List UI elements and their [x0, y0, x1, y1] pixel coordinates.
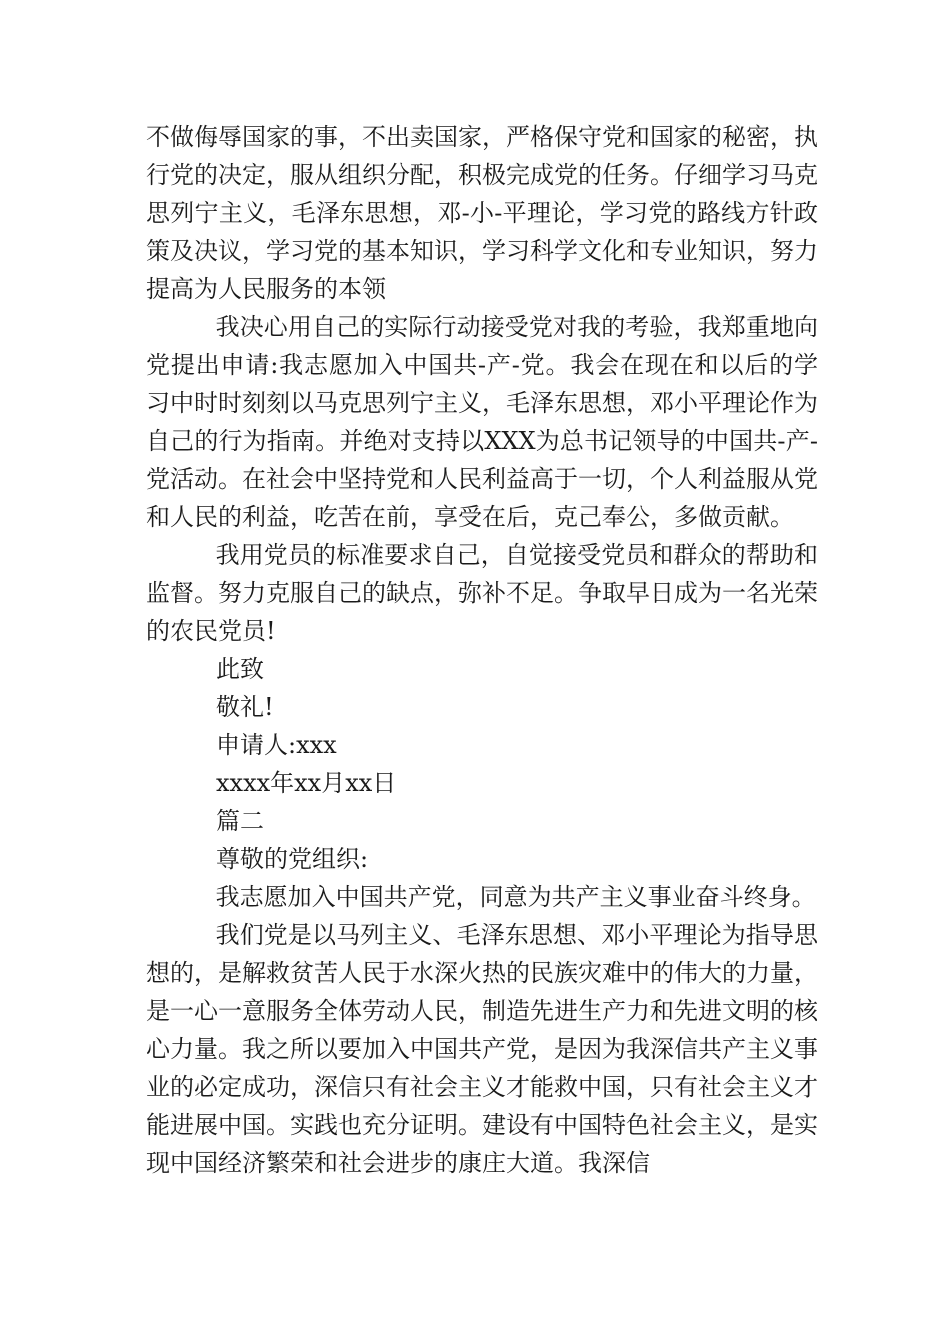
paragraph-application-statement: 我决心用自己的实际行动接受党对我的考验，我郑重地向党提出申请:我志愿加入中国共-产-党。我会在现在和以后的学习中时时刻刻以马克思列宁主义，毛泽东思想，邓小平理论作为自己的行为指南。并绝对支持以XXX为总书记领导的中国共-产-党活动。在社会中坚持党和人民利益高于一切，个人利益服从党和人民的利益，吃苦在前，享受在后，克己奉公，多做贡献。 [146, 313, 818, 531]
paragraph-party-guidance: 我们党是以马列主义、毛泽东思想、邓小平理论为指导思想的，是解救贫苦人民于水深火热的民族灾难中的伟大的力量，是一心一意服务全体劳动人民，制造先进生产力和先进文明的核心力量。我之所以要加入中国共产党，是因为我深信共产主义事业的必定成功，深信只有社会主义才能救中国，只有社会主义才能进展中国。实践也充分证明。建设有中国特色社会主义，是实现中国经济繁荣和社会进步的康庄大道。我深信 [146, 921, 818, 1177]
paragraph-oath-duties: 不做侮辱国家的事，不出卖国家，严格保守党和国家的秘密，执行党的决定，服从组织分配，积极完成党的任务。仔细学习马克思列宁主义，毛泽东思想，邓-小-平理论，学习党的路线方针政策及决议，学习党的基本知识，学习科学文化和专业知识，努力提高为人民服务的本领 [146, 123, 818, 303]
document-body [146, 118, 818, 1182]
applicant-signature: 申请人:xxx [216, 731, 337, 759]
application-date: xxxx年xx月xx日 [216, 769, 397, 797]
addressee: 尊敬的党组织: [216, 845, 369, 873]
closing-salutation: 此致 [216, 655, 264, 683]
paragraph-volunteer: 我志愿加入中国共产党，同意为共产主义事业奋斗终身。 [215, 883, 816, 911]
closing-respect: 敬礼! [216, 693, 274, 721]
paragraph-self-requirement: 我用党员的标准要求自己，自觉接受党员和群众的帮助和监督。努力克服自己的缺点，弥补不足。争取早日成为一名光荣的农民党员! [146, 541, 818, 645]
section-title: 篇二 [216, 807, 264, 835]
